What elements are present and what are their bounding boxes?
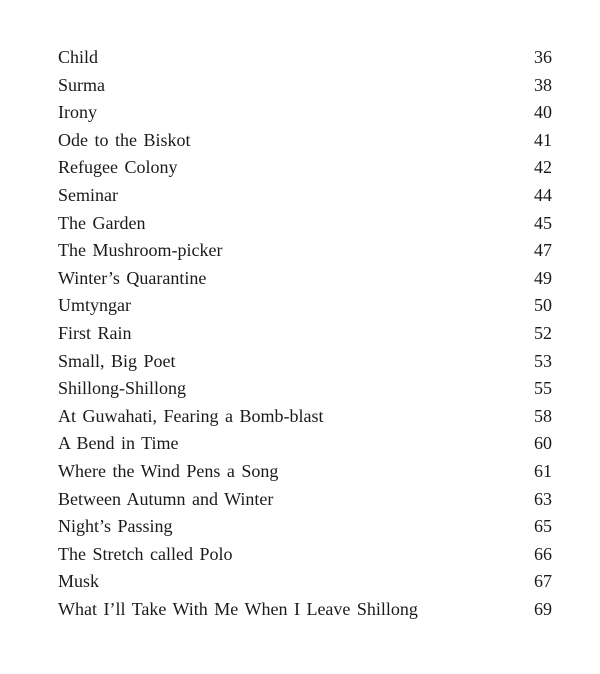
toc-entry-title: Winter’s Quarantine xyxy=(58,267,207,288)
toc-entry-title: First Rain xyxy=(58,322,132,343)
toc-entry-title: At Guwahati, Fearing a Bomb-blast xyxy=(58,405,324,426)
toc-entry-title: A Bend in Time xyxy=(58,433,179,454)
toc-entry xyxy=(58,72,552,100)
toc-entry xyxy=(58,154,552,182)
toc-entry xyxy=(58,541,552,569)
toc-entry-title: What I’ll Take With Me When I Leave Shillong xyxy=(58,598,418,619)
toc-entry-page: 47 xyxy=(534,240,552,261)
toc-entry xyxy=(58,348,552,376)
toc-entry-page: 50 xyxy=(534,295,552,316)
toc-entry xyxy=(58,568,552,596)
toc-entry-page: 44 xyxy=(534,184,552,205)
toc-entry-page: 49 xyxy=(534,267,552,288)
toc-entry xyxy=(58,182,552,210)
toc-entry-page: 63 xyxy=(534,488,552,509)
toc-entry-page: 53 xyxy=(534,350,552,371)
toc-entry-title: Where the Wind Pens a Song xyxy=(58,460,279,481)
toc-entry-page: 52 xyxy=(534,322,552,343)
toc-entry-title: Shillong-Shillong xyxy=(58,378,187,399)
toc-entry xyxy=(58,292,552,320)
toc-entry xyxy=(58,403,552,431)
toc-entry xyxy=(58,430,552,458)
toc-entry-title: The Garden xyxy=(58,212,146,233)
toc-entry-title: Child xyxy=(58,47,99,67)
toc-entry-page: 69 xyxy=(534,598,552,619)
toc-entry-title: Refugee Colony xyxy=(58,157,178,178)
toc-entry-page: 45 xyxy=(534,212,552,233)
toc-entry xyxy=(58,265,552,293)
toc-entry-page: 41 xyxy=(534,129,552,150)
toc-entry xyxy=(58,44,552,72)
toc-entry-title: Ode to the Biskot xyxy=(58,129,191,150)
toc-entry-page: 65 xyxy=(534,516,552,537)
toc-entry xyxy=(58,596,552,624)
toc-entry-page: 36 xyxy=(534,47,552,67)
table-of-contents xyxy=(58,44,552,623)
toc-entry-title: The Mushroom-picker xyxy=(58,240,223,261)
toc-entry-page: 60 xyxy=(534,433,552,454)
toc-entry-page: 55 xyxy=(534,378,552,399)
toc-entry-title: Night’s Passing xyxy=(58,516,173,537)
toc-entry-title: Musk xyxy=(58,571,100,592)
toc-entry xyxy=(58,513,552,541)
toc-entry xyxy=(58,375,552,403)
toc-entry-title: Between Autumn and Winter xyxy=(58,488,274,509)
toc-entry xyxy=(58,486,552,514)
toc-entry xyxy=(58,210,552,238)
toc-entry-page: 42 xyxy=(534,157,552,178)
toc-entry xyxy=(58,320,552,348)
toc-entry-title: Small, Big Poet xyxy=(58,350,176,371)
toc-entry-page: 61 xyxy=(534,460,552,481)
toc-entry xyxy=(58,458,552,486)
toc-entry xyxy=(58,127,552,155)
toc-entry-title: Umtyngar xyxy=(58,295,131,316)
toc-entry xyxy=(58,237,552,265)
toc-entry-page: 58 xyxy=(534,405,552,426)
toc-entry-title: Surma xyxy=(58,74,105,95)
toc-entry-page: 38 xyxy=(534,74,552,95)
toc-entry-page: 67 xyxy=(534,571,552,592)
toc-entry-title: Irony xyxy=(58,102,97,123)
toc-entry-title: The Stretch called Polo xyxy=(58,543,233,564)
toc-entry-title: Seminar xyxy=(58,184,118,205)
toc-entry-page: 66 xyxy=(534,543,552,564)
toc-entry-page: 40 xyxy=(534,102,552,123)
toc-entry xyxy=(58,99,552,127)
